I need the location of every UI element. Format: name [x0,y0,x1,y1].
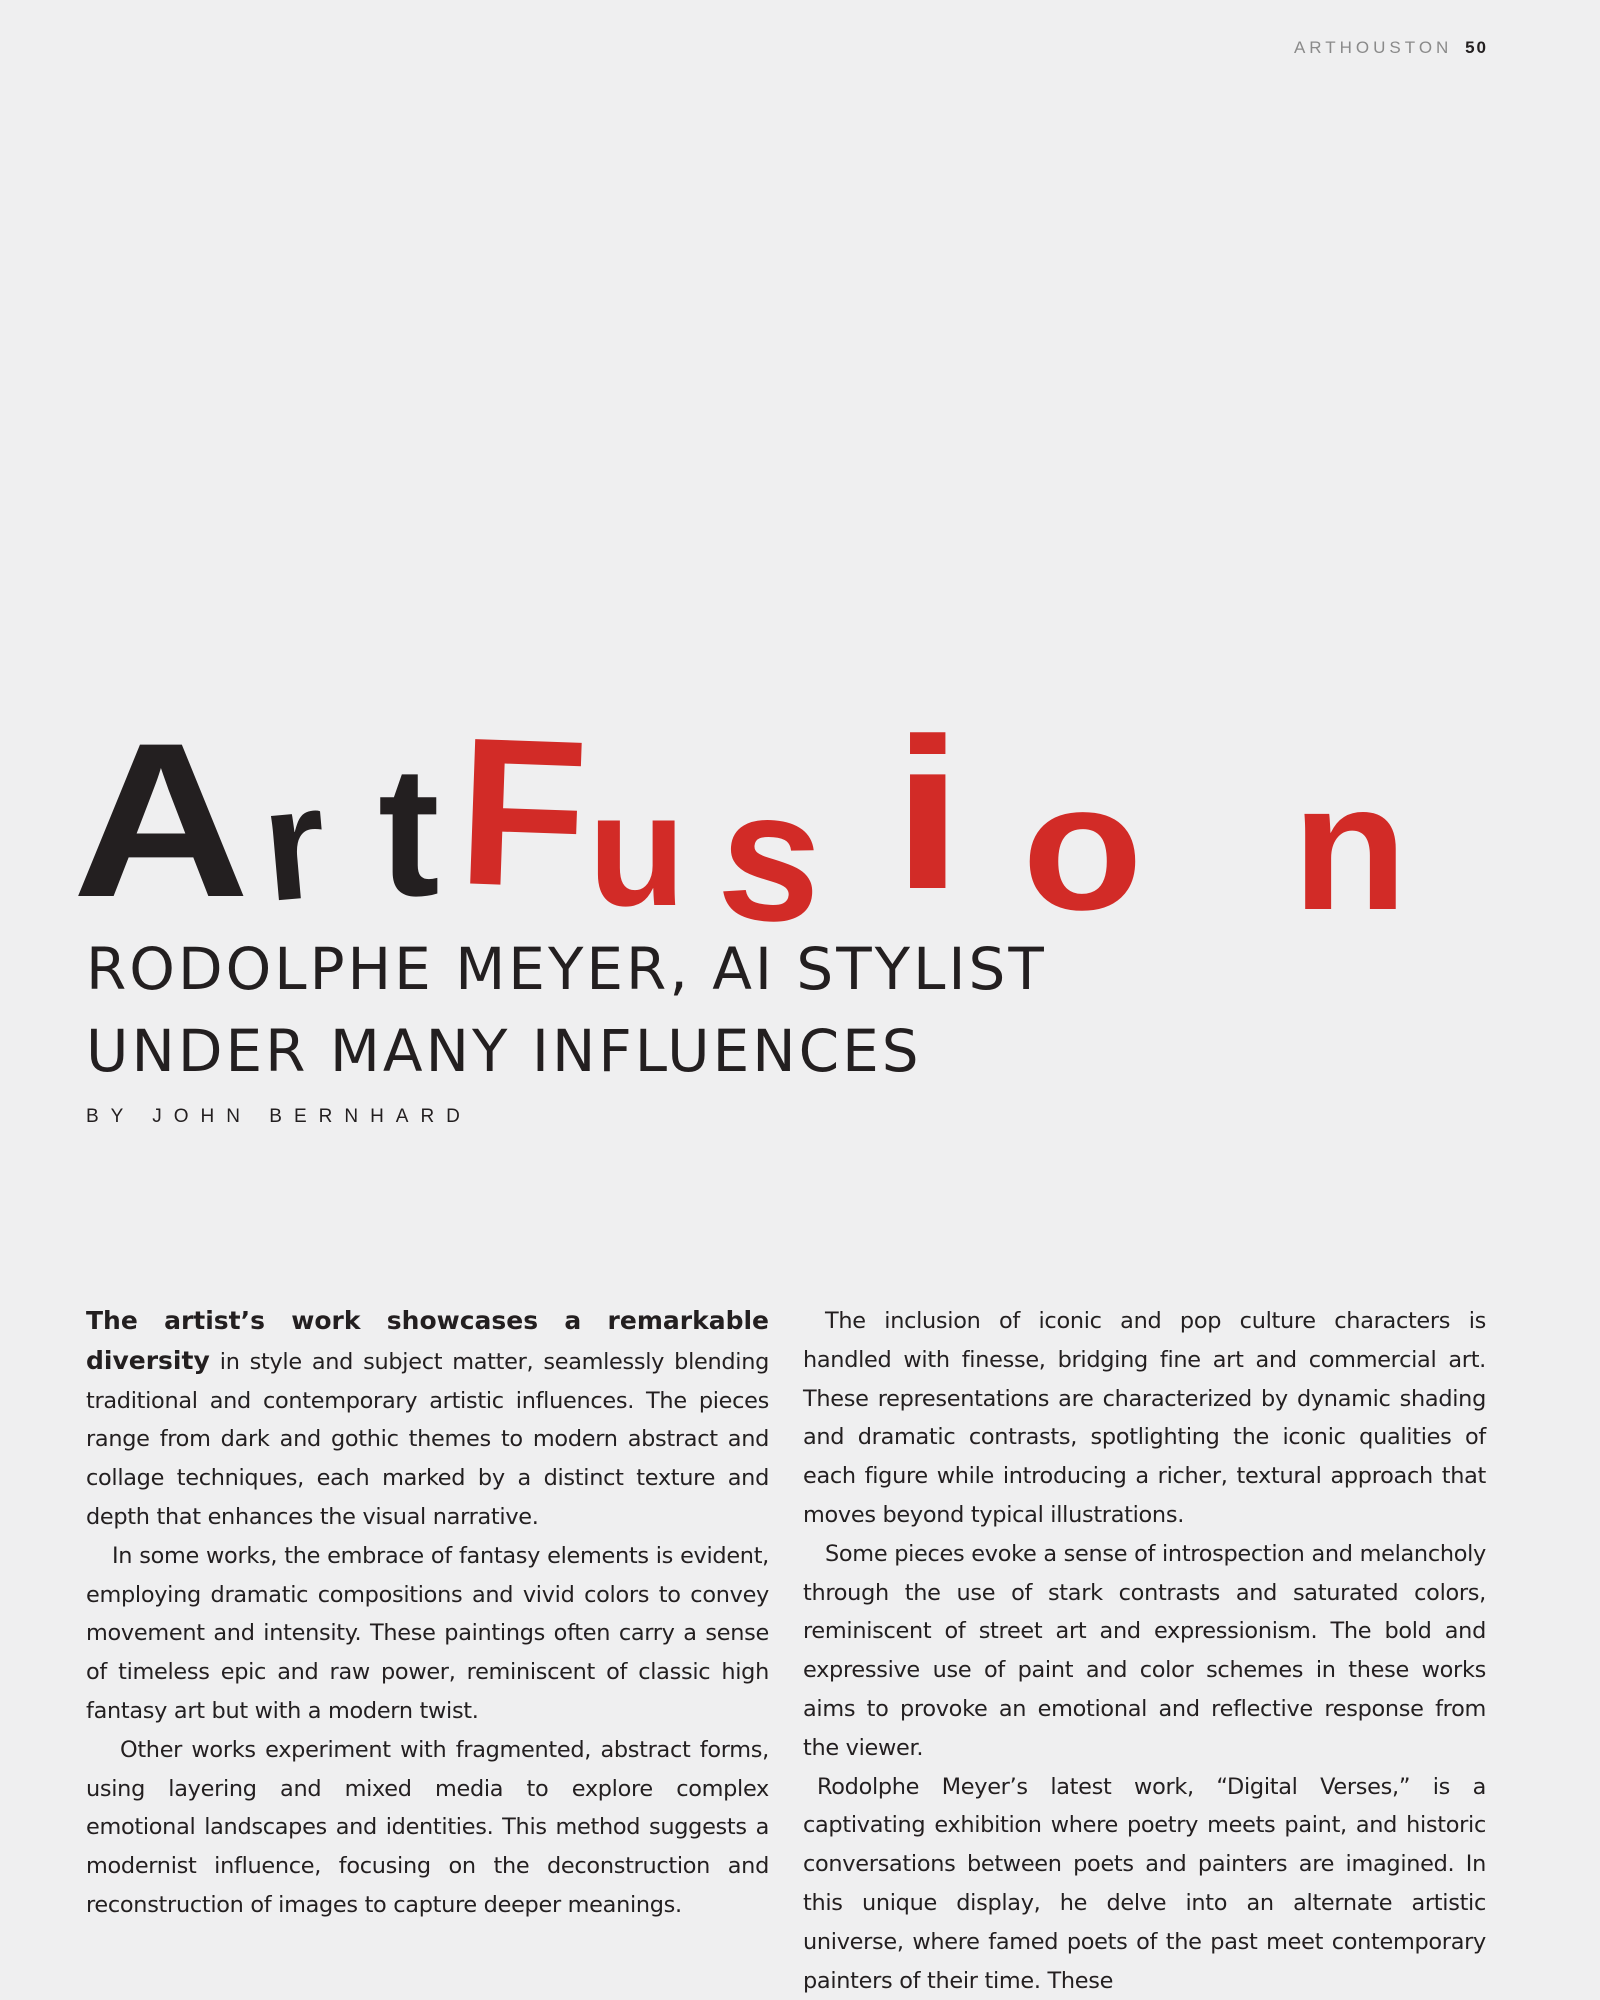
paragraph-1 [86,1302,769,1537]
headline-letter: F [454,693,591,933]
author-byline: BY JOHN BERNHARD [86,1106,472,1127]
headline-art-fusion [0,693,1600,964]
page-number: 50 [1465,38,1488,57]
paragraph-6: Rodolphe Meyer’s latest work, “Digital Verses,” is a captivating exhibition where poetry meets paint, and historic conversations between poets and painters are imagined. In this unique display, he delve into an alternate artistic universe, where famed poets of the past meet contemporary painters of their time. These [803,1773,1486,1994]
running-header [1294,38,1488,58]
body-column-right [803,1302,1486,2000]
headline-letter: r [255,751,333,935]
paragraph-5: Some pieces evoke a sense of introspection and melancholy through the use of stark contrasts and saturated colors, reminiscent of street art and expressionism. The bold and expressive use of paint and color schemes in these works aims to provoke an emotional and reflective response from the viewer. [803,1540,1486,1761]
paragraph-3: Other works experiment with fragmented, abstract forms, using layering and mixed media to explore complex emotional landscapes and identities. This method suggests a modernist influence, focusing on the deconstruction and reconstruction of images to capture deeper meanings. [86,1736,769,1918]
subtitle-line-2: UNDER MANY INFLUENCES [86,1017,922,1085]
headline-letter: u [588,760,686,939]
paragraph-text: in style and subject matter, seamlessly blending traditional and contemporary artistic influences. The pieces range from dark and gothic themes to modern abstract and collage techniques, each marked by a distinct texture and depth that enhances the visual narrative. [86,1348,769,1530]
headline-letter: s [711,749,832,964]
body-column-left [86,1302,769,1925]
headline-letter: o [1022,747,1143,948]
article-subtitle [86,928,1047,1092]
paragraph-2: In some works, the embrace of fantasy elements is evident, employing dramatic compositions and vivid colors to convey movement and intensity. These paintings often carry a sense of timeless epic and raw power, reminiscent of classic high fantasy art but with a modern twist. [86,1542,769,1724]
paragraph-4: The inclusion of iconic and pop culture characters is handled with finesse, bridging fine art and commercial art. These representations are characterized by dynamic shading and dramatic contrasts, spotlighting the iconic qualities of each figure while introducing a richer, textural approach that moves beyond typical illustrations. [803,1308,1486,1528]
subtitle-line-1: RODOLPHE MEYER, AI STYLIST [86,935,1047,1003]
headline-letter: A [72,697,250,943]
headline-letter: n [1292,747,1408,948]
headline-letter: i [892,693,964,934]
lead-in: The artist’s work showcases a remarkable diversity [86,1306,769,1375]
headline-letter: t [378,729,440,935]
publication-name: ARTHOUSTON [1293,38,1453,57]
